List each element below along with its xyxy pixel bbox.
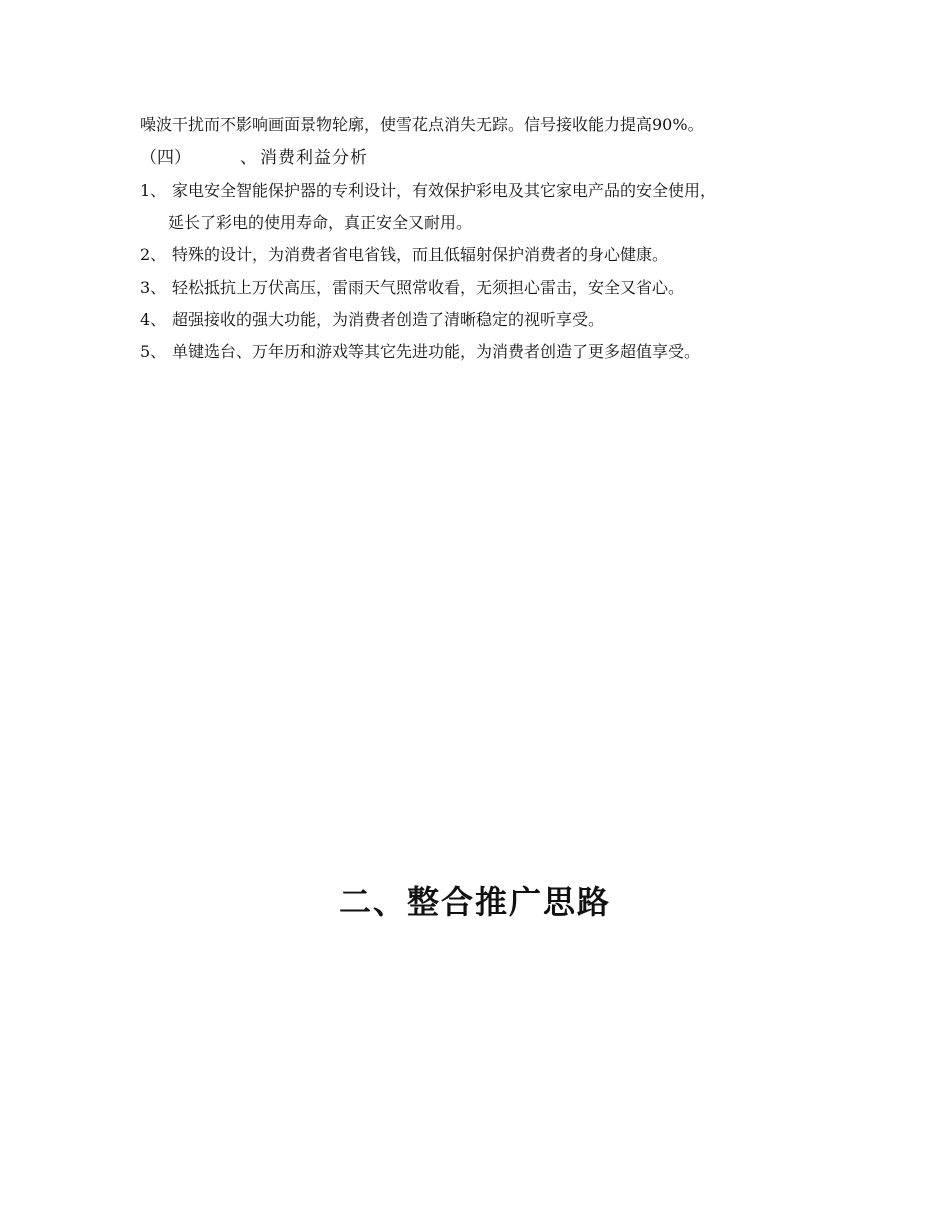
list-item-text: 家电安全智能保护器的专利设计，有效保护彩电及其它家电产品的安全使用， bbox=[172, 181, 717, 200]
list-marker: 4、 bbox=[140, 310, 167, 329]
list-item-continuation: 延长了彩电的使用寿命，真正安全又耐用。 bbox=[168, 213, 473, 232]
list-item-text: 单键选台、万年历和游戏等其它先进功能，为消费者创造了更多超值享受。 bbox=[172, 342, 701, 361]
section-separator: 、 bbox=[240, 148, 257, 168]
list-marker: 5、 bbox=[140, 342, 167, 361]
chapter-title: 二、整合推广思路 bbox=[338, 883, 611, 921]
list-item-text: 超强接收的强大功能，为消费者创造了清晰稳定的视听享受。 bbox=[172, 310, 605, 329]
section-number: （四） bbox=[140, 148, 191, 168]
list-item-text: 特殊的设计，为消费者省电省钱，而且低辐射保护消费者的身心健康。 bbox=[172, 245, 669, 264]
list-item bbox=[140, 342, 700, 362]
section-heading bbox=[140, 147, 368, 169]
list-item bbox=[140, 245, 668, 265]
intro-paragraph-line: 噪波干扰而不影响画面景物轮廓，使雪花点消失无踪。信号接收能力提高90%。 bbox=[140, 115, 704, 134]
list-marker: 3、 bbox=[140, 278, 167, 297]
list-marker: 1、 bbox=[140, 181, 167, 200]
list-item-text: 轻松抵抗上万伏高压，雷雨天气照常收看，无须担心雷击，安全又省心。 bbox=[172, 278, 685, 297]
list-item bbox=[140, 310, 604, 330]
list-item bbox=[140, 278, 684, 298]
section-title: 消费利益分析 bbox=[260, 148, 368, 168]
list-marker: 2、 bbox=[140, 245, 167, 264]
list-item bbox=[140, 181, 716, 201]
